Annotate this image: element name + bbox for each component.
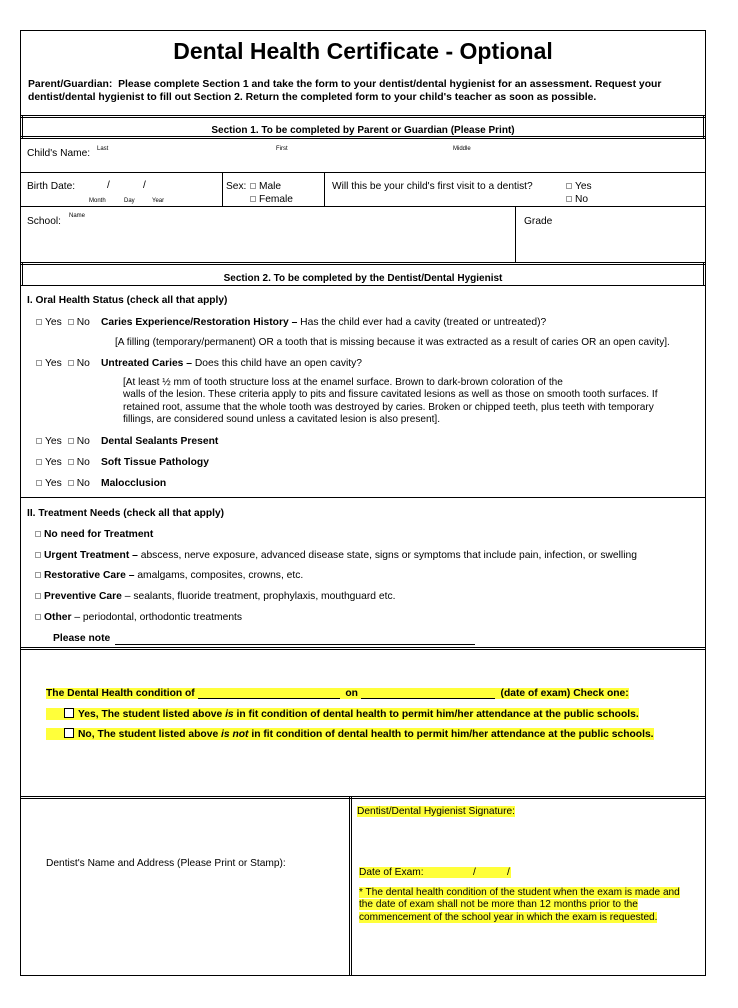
caries-yes-no (36, 317, 90, 328)
checkbox-icon[interactable] (250, 196, 256, 202)
first-visit-yes-label: Yes (575, 181, 592, 192)
other-title: Other (44, 612, 72, 623)
please-note-label: Please note (53, 633, 111, 644)
sealants-item: Dental Sealants Present (101, 436, 219, 447)
other-desc: – periodontal, orthodontic treatments (74, 612, 243, 623)
signature-label: Dentist/Dental Hygienist Signature: (357, 806, 515, 817)
no-need-label: No need for Treatment (44, 529, 154, 540)
first-visit-no-label: No (575, 194, 589, 205)
untreated-note-line: fillings, are considered sound unless a cavitated lesion is also present]. (123, 413, 441, 425)
condition-no-option[interactable] (46, 728, 654, 740)
urgent-desc: abscess, nerve exposure, advanced disease state, signs or symptoms that include pain, infection, or swelling (140, 550, 637, 561)
instructions (28, 78, 698, 104)
urgent-option[interactable] (35, 550, 637, 561)
yes-label: Yes (45, 478, 62, 489)
untreated-question: Does this child have an open cavity? (194, 358, 363, 369)
untreated-note-line: [At least ½ mm of tooth structure loss at the enamel surface. Brown to dark-brown coloration of the (123, 377, 563, 388)
sex-female-label: Female (259, 194, 293, 205)
checkbox-icon[interactable] (68, 438, 74, 444)
soft-tissue-item: Soft Tissue Pathology (101, 457, 209, 468)
untreated-note (123, 377, 698, 426)
sex-label: Sex: (226, 181, 247, 192)
checkbox-icon[interactable] (566, 183, 572, 189)
child-name-label: Child's Name: (27, 148, 91, 159)
school-field[interactable] (90, 210, 510, 258)
caries-title: Caries Experience/Restoration History – (101, 317, 298, 328)
checkbox-icon[interactable] (68, 360, 74, 366)
divider (351, 796, 352, 976)
yes-label: Yes (45, 436, 62, 447)
caries-item (101, 317, 546, 328)
dentist-name-field[interactable] (30, 880, 340, 965)
divider (20, 206, 706, 207)
checkbox-icon[interactable] (64, 728, 74, 738)
divider (20, 285, 706, 286)
caries-note: [A filling (temporary/permanent) OR a tooth that is missing because it was extracted as a result of caries OR an open cavity]. (115, 337, 670, 348)
date-slash-2: / (507, 867, 510, 878)
divider (20, 262, 706, 265)
birth-date-field[interactable] (82, 176, 217, 196)
name-last-hint: Last (97, 146, 109, 152)
section1-heading: Section 1. To be completed by Parent or Guardian (Please Print) (211, 125, 515, 136)
checkbox-icon[interactable] (36, 480, 42, 486)
restorative-title: Restorative Care – (44, 570, 135, 581)
untreated-note-line: retained root, assume that the whole tooth was destroyed by caries. Broken or chipped teeth, plus teeth with temporary (123, 401, 654, 413)
untreated-yes-no (36, 358, 90, 369)
student-name-field[interactable] (198, 688, 340, 699)
preventive-option[interactable] (35, 591, 395, 602)
treatment-heading: II. Treatment Needs (check all that apply) (27, 508, 225, 519)
untreated-item (101, 358, 362, 369)
sealants-yes-no (36, 436, 90, 447)
divider (20, 136, 706, 139)
checkbox-icon[interactable] (36, 438, 42, 444)
divider (20, 647, 706, 650)
please-note-field[interactable] (115, 633, 475, 645)
no-label: No (76, 457, 90, 468)
condition-line (46, 688, 629, 699)
grade-label: Grade (524, 216, 553, 227)
restorative-option[interactable] (35, 570, 303, 581)
checkbox-icon[interactable] (35, 572, 41, 578)
condition-prefix: The Dental Health condition of (46, 688, 195, 699)
sex-male-label: Male (259, 181, 282, 192)
birth-slash-2: / (143, 180, 146, 191)
oral-status-heading: I. Oral Health Status (check all that apply) (27, 295, 228, 306)
name-middle-hint: Middle (453, 146, 471, 152)
no-need-option[interactable] (35, 529, 153, 540)
date-of-exam-row[interactable] (359, 867, 511, 878)
soft-tissue-yes-no (36, 457, 90, 468)
section2-heading: Section 2. To be completed by the Dentist/Dental Hygienist (223, 273, 503, 284)
no-label: No (76, 478, 90, 489)
preventive-title: Preventive Care (44, 591, 122, 602)
other-option[interactable] (35, 612, 242, 623)
no-label: No (76, 436, 90, 447)
exam-date-field[interactable] (361, 688, 495, 699)
yes-label: Yes (45, 457, 62, 468)
sex-female-option[interactable] (250, 194, 293, 205)
checkbox-icon[interactable] (35, 531, 41, 537)
untreated-note-line: walls of the lesion. These criteria apply to pits and fissure cavitated lesions as well as those on smooth tooth surfaces. If (123, 389, 658, 401)
divider (20, 115, 706, 118)
checkbox-icon[interactable] (68, 459, 74, 465)
condition-yes-emphasis: is (225, 709, 234, 720)
birth-date-label: Birth Date: (27, 181, 76, 192)
condition-no-text: in fit condition of dental health to permit him/her attendance at the public schools. (248, 729, 654, 740)
checkbox-icon[interactable] (68, 480, 74, 486)
condition-yes-text: Yes, The student listed above (78, 709, 226, 720)
yes-label: Yes (45, 317, 62, 328)
condition-yes-option[interactable] (46, 708, 639, 720)
name-first-hint: First (276, 146, 288, 152)
divider (20, 172, 706, 173)
urgent-title: Urgent Treatment – (44, 550, 138, 561)
first-visit-question: Will this be your child's first visit to a dentist? (332, 181, 533, 192)
preventive-desc: – sealants, fluoride treatment, prophylaxis, mouthguard etc. (124, 591, 396, 602)
untreated-title: Untreated Caries – (101, 358, 192, 369)
condition-suffix: (date of exam) Check one: (500, 688, 629, 699)
date-slash-1: / (473, 867, 476, 878)
first-visit-no-option[interactable] (566, 194, 588, 205)
no-label: No (76, 317, 90, 328)
condition-no-text: No, The student listed above (78, 729, 222, 740)
caries-question: Has the child ever had a cavity (treated or untreated)? (300, 317, 547, 328)
grade-field[interactable] (560, 210, 700, 258)
checkbox-icon[interactable] (35, 614, 41, 620)
divider (349, 796, 350, 976)
condition-no-emphasis: is not (221, 729, 249, 740)
child-name-field[interactable] (120, 140, 700, 170)
school-name-hint: Name (69, 213, 86, 219)
footer-note-line: commencement of the school year in which the exam is requested. (359, 911, 658, 923)
divider (20, 796, 706, 799)
date-of-exam-label: Date of Exam: (359, 867, 424, 878)
malocclusion-yes-no (36, 478, 90, 489)
birth-month-hint: Month (89, 198, 106, 204)
divider (324, 172, 325, 206)
divider (20, 497, 706, 498)
page-title: Dental Health Certificate - Optional (173, 38, 553, 64)
no-label: No (76, 358, 90, 369)
divider (515, 206, 516, 263)
checkbox-icon[interactable] (36, 459, 42, 465)
checkbox-icon[interactable] (566, 196, 572, 202)
yes-label: Yes (45, 358, 62, 369)
footer-note (359, 887, 699, 924)
birth-slash-1: / (107, 180, 110, 191)
checkbox-icon[interactable] (36, 360, 42, 366)
checkbox-icon[interactable] (68, 319, 74, 325)
condition-yes-text: in fit condition of dental health to permit him/her attendance at the public schools. (233, 709, 639, 720)
divider (222, 172, 223, 206)
checkbox-icon[interactable] (35, 593, 41, 599)
signature-field[interactable] (357, 822, 697, 862)
birth-day-hint: Day (124, 198, 135, 204)
footer-note-line: the date of exam shall not be more than 12 months prior to the (359, 899, 638, 911)
condition-on: on (345, 688, 358, 699)
instructions-label: Parent/Guardian: (28, 79, 113, 90)
checkbox-icon[interactable] (250, 183, 256, 189)
checkbox-icon[interactable] (64, 708, 74, 718)
birth-year-hint: Year (152, 198, 165, 204)
footer-note-line: * The dental health condition of the student when the exam is made and (359, 887, 680, 898)
checkbox-icon[interactable] (35, 552, 41, 558)
restorative-desc: amalgams, composites, crowns, etc. (137, 570, 304, 581)
dentist-name-label: Dentist's Name and Address (Please Print or Stamp): (46, 858, 286, 869)
school-label: School: (27, 216, 61, 227)
first-visit-yes-option[interactable] (566, 181, 592, 192)
checkbox-icon[interactable] (36, 319, 42, 325)
malocclusion-item: Malocclusion (101, 478, 167, 489)
sex-male-option[interactable] (250, 181, 281, 192)
instructions-text: Please complete Section 1 and take the form to your dentist/dental hygienist for an assessment. Request your dentist/dental hygienist to fill out Section 2. Return the completed form to your child's teacher as soon as possible. (28, 79, 662, 103)
